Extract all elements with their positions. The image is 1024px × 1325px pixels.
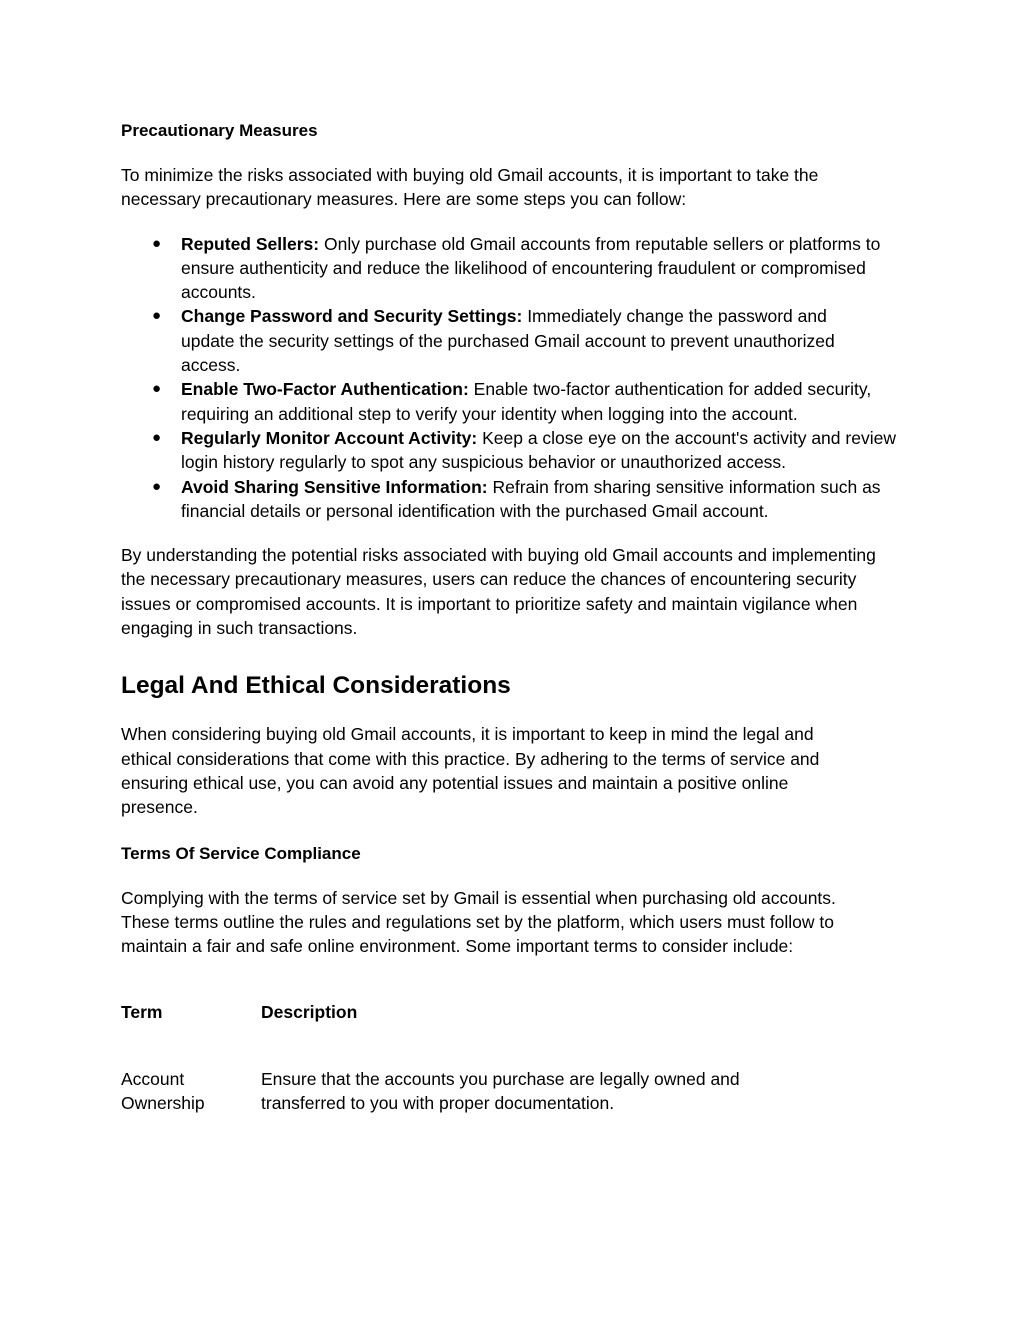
table-cell-term: Account Ownership <box>121 1068 205 1114</box>
bullet-icon: ● <box>152 234 162 252</box>
table-cell-description: Ensure that the accounts you purchase are legally owned and transferred to you with proper documentation. <box>261 1068 740 1114</box>
list-item <box>121 232 911 305</box>
bullet-icon: ● <box>152 477 162 495</box>
document-page <box>121 119 911 1115</box>
list-item-title: Avoid Sharing Sensitive Information: <box>181 476 488 497</box>
table-header-row <box>121 1000 791 1066</box>
list-item <box>121 475 911 524</box>
legal-ethical-heading: Legal And Ethical Considerations <box>121 672 511 700</box>
column-header-term: Term <box>121 1002 163 1023</box>
bullet-icon: ● <box>152 428 162 446</box>
precautionary-conclusion: By understanding the potential risks associated with buying old Gmail accounts and implementing the necessary precautionary measures, users can reduce the chances of encountering security issues or compromised accounts. It is important to prioritize safety and maintain vigilance when engaging in such transactions. <box>121 545 876 639</box>
list-item-text: Keep a close eye on the account's activity and review login history regularly to spot any suspicious behavior or unauthorized access. <box>181 427 896 473</box>
bullet-icon: ● <box>152 380 162 398</box>
column-header-description: Description <box>261 1002 358 1023</box>
bullet-icon: ● <box>152 307 162 325</box>
legal-ethical-intro: When considering buying old Gmail accounts, it is important to keep in mind the legal and ethical considerations that come with this practice. By adhering to the terms of service and ensuring ethical use, you can avoid any potential issues and maintain a positive online presence. <box>121 724 820 818</box>
list-item-text: Enable two-factor authentication for added security, requiring an additional step to verify your identity when logging into the account. <box>181 379 872 424</box>
terms-table <box>121 1000 791 1115</box>
precautionary-intro: To minimize the risks associated with buying old Gmail accounts, it is important to take the necessary precautionary measures. Here are some steps you can follow: <box>121 165 819 210</box>
list-item-text: Immediately change the password and update the security settings of the purchased Gmail account to prevent unauthorized access. <box>181 306 835 376</box>
list-item <box>121 426 901 475</box>
list-item <box>121 304 881 377</box>
list-item-title: Change Password and Security Settings: <box>181 306 523 327</box>
list-item-text: Only purchase old Gmail accounts from reputable sellers or platforms to ensure authenticity and reduce the likelihood of encountering fraudulent or compromised accounts. <box>181 233 881 303</box>
list-item-text: Refrain from sharing sensitive information such as financial details or personal identification with the purchased Gmail account. <box>181 476 881 521</box>
table-row <box>121 1067 791 1116</box>
terms-of-service-heading: Terms Of Service Compliance <box>121 843 361 863</box>
terms-of-service-intro: Complying with the terms of service set by Gmail is essential when purchasing old accounts. These terms outline the rules and regulations set by the platform, which users must follow to maintain a fair and safe online environment. Some important terms to consider include: <box>121 887 836 957</box>
precautionary-measures-heading: Precautionary Measures <box>121 121 318 140</box>
list-item-title: Regularly Monitor Account Activity: <box>181 427 478 448</box>
list-item <box>121 377 911 426</box>
list-item-title: Enable Two-Factor Authentication: <box>181 379 469 400</box>
precaution-list <box>121 232 911 524</box>
list-item-title: Reputed Sellers: <box>181 233 320 254</box>
